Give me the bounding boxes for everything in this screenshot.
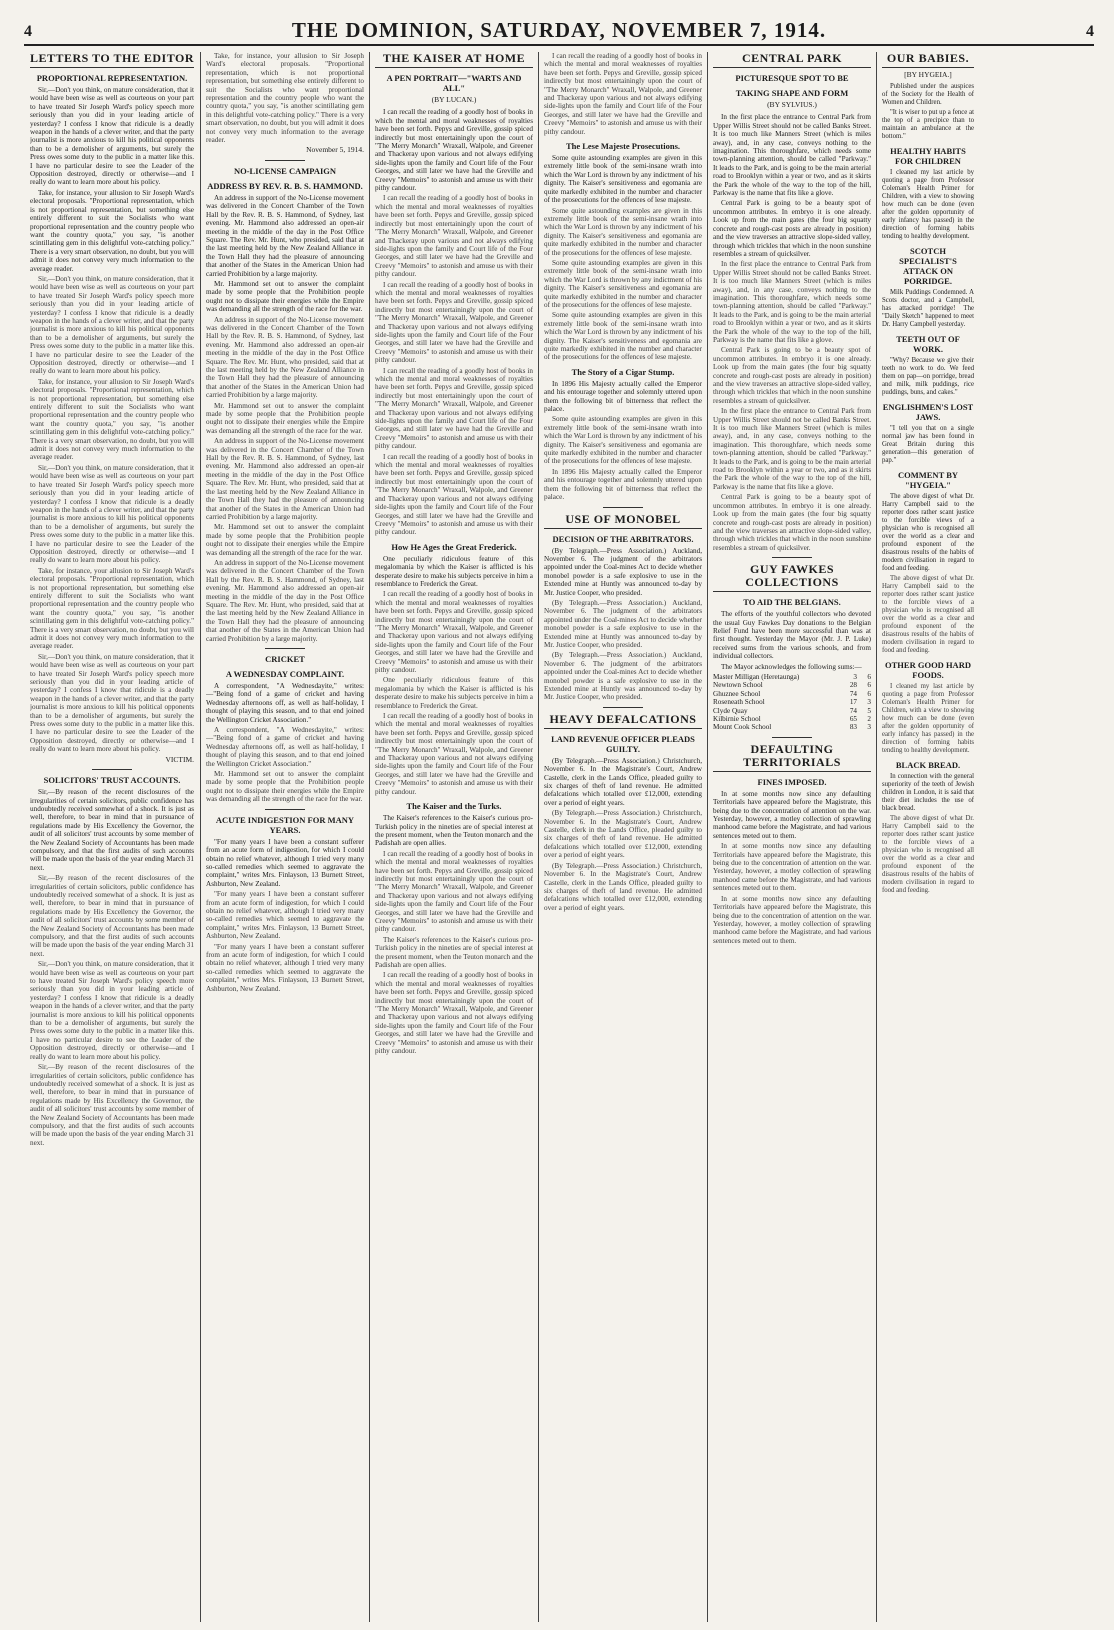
article-paragraph: Take, for instance, your allusion to Sir Joseph Ward's electoral proposals. "Proportional representation, which is not proportional representation, but something else entirely different to suit the Socialists who want proportional representation and the country people who want the country quota," you say, "is another scintillating gem in this delightful vote-catching policy." There is a very smart observation, no doubt, but you will admit it does not convey very much information to the average reader.	[30, 377, 194, 462]
article-paragraph: Sir,—Don't you think, on mature consideration, that it would have been wise as well as courteous on your part to have treated Sir Joseph Ward's policy speech more seriously than you did in your leading article of yesterday? I confess I know that ridicule is a deadly weapon in the hands of a clever writer, and that the party journalist is more anxious to kill his political opponents than to be a demolisher of arguments, but surely the Press owes some duty to the public in a matter like this. I have no particular desire to see the Leader of the Opposition destroyed, directly or otherwise—and I really do want to learn more about his policy.	[30, 960, 194, 1061]
article-paragraph: (By Telegraph.—Press Association.) Auckland, November 6. The judgment of the arbitrators appointed under the Coal-mines Act to decide whether monobel powder is a safe explosive to use in the Extended mine at Huntly was announced to-day by Mr. Justice Cooper, who presided.	[544, 598, 702, 649]
donation-row	[713, 690, 871, 698]
article-paragraph: One peculiarly ridiculous feature of this megalomania by which the Kaiser is afflicted is his desperate desire to make his subjects perceive in him a resemblance to Frederick the Great.	[375, 554, 533, 588]
amount-shillings: 65	[849, 715, 857, 723]
article-paragraph: In 1896 His Majesty actually called the Emperor and his entourage together and solemnly uttered upon them the following bit of bitterness that reflect the palace.	[544, 379, 702, 414]
article-paragraph: Take, for instance, your allusion to Sir Joseph Ward's electoral proposals. "Proportional representation, which is not proportional representation, but something else entirely different to suit the Socialists who want proportional representation and the country people who want the country quota," you say, "is another scintillating gem in this delightful vote-catching policy." There is a very smart observation, no doubt, but you will admit it does not convey very much information to the average reader.	[30, 566, 194, 651]
column-divider	[369, 52, 370, 1622]
column-kaiser	[375, 52, 533, 1622]
article-paragraph: I can recall the reading of a goodly host of books in which the mental and moral weaknesses of royalties have been set forth. Pepys and Greville, gossip spiced indirectly but most entertainingly upon the court of "The Merry Monarch" Wraxall, Walpole, and Greener and Thackeray upon various and not always edifying side-lights upon the family and Court life of the Four Georges, and still later we have had the Greville and Creevy "Memoirs" to astonish and amuse us with their pithy candour.	[375, 452, 533, 537]
article-heading: NO-LICENSE CAMPAIGN	[233, 165, 337, 176]
section-heading: CENTRAL PARK	[713, 52, 871, 68]
column-divider	[538, 52, 539, 1622]
article-paragraph: Milk Puddings Condemned. A Scots doctor, and a Campbell, has attacked porridge! The "Daily Sketch" happened to meet Dr. Harry Campbell yesterday.	[882, 289, 974, 328]
donation-row	[713, 673, 871, 681]
article-paragraph: I can recall the reading of a goodly host of books in which the mental and moral weaknesses of royalties have been set forth. Pepys and Greville, gossip spiced indirectly but most entertainingly upon the court of "The Merry Monarch" Wraxall, Walpole, and Greener and Thackeray upon various and not always edifying side-lights upon the family and Court life of the Four Georges, and still later we have had the Greville and Creevy "Memoirs" to astonish and amuse us with their pithy candour.	[375, 590, 533, 674]
article-paragraph: I can recall the reading of a goodly host of books in which the mental and moral weaknesses of royalties have been set forth. Pepys and Greville, gossip spiced indirectly but most entertainingly upon the court of "The Merry Monarch" Wraxall, Walpole, and Greener and Thackeray upon various and not always edifying side-lights upon the family and Court life of the Four Georges, and still later we have had the Greville and Creevy "Memoirs" to astonish and amuse us with their pithy candour.	[375, 849, 533, 934]
article-subheading: The Lese Majeste Prosecutions.	[565, 141, 681, 152]
article-paragraph: Published under the auspices of the Society for the Health of Women and Children.	[882, 83, 974, 106]
divider	[603, 507, 643, 508]
article-paragraph: Sir,—Don't you think, on mature consideration, that it would have been wise as well as courteous on your part to have treated Sir Joseph Ward's policy speech more seriously than you did in your leading article of yesterday? I confess I know that ridicule is a deadly weapon in the hands of a clever writer, and that the party journalist is more anxious to kill his political opponents than to be a demolisher of arguments, but surely the Press owes some duty to the public in a matter like this. I have no particular desire to see the Leader of the Opposition destroyed, directly or otherwise—and I really do want to learn more about his policy.	[30, 463, 194, 565]
article-subheading: OTHER GOOD HARD FOODS.	[885, 660, 971, 680]
article-paragraph: Central Park is going to be a beauty spot of uncommon attributes. In embryo it is one already. Look up from the main gates (the four big squatty concrete and rough-cast posts are already in position) and the view traverses an attractive slope-sided valley, through which trickles that which in the noon sunshine resembles a stream of quicksilver.	[713, 346, 871, 405]
divider	[772, 557, 812, 558]
article-paragraph: Take, for instance, your allusion to Sir Joseph Ward's electoral proposals. "Proportional representation, which is not proportional representation, but something else entirely different to suit the Socialists who want proportional representation and the country people who want the country quota," you say, "is another scintillating gem in this delightful vote-catching policy." There is a very smart observation, no doubt, but you will admit it does not convey very much information to the average reader.	[206, 52, 364, 145]
amount-shillings: 74	[849, 706, 857, 715]
amount-shillings: 3	[853, 672, 857, 681]
article-paragraph: "Why? Because we give their teeth no work to do. We feed them on pap—on porridge, bread and milk, milk puddings, rice puddings, buns, and cakes."	[882, 357, 974, 396]
amount-shillings: 17	[849, 698, 857, 707]
amount-pence: 2	[867, 715, 871, 723]
letter-signature: VICTIM.	[165, 754, 194, 764]
divider	[265, 160, 305, 161]
article-subheading: HEALTHY HABITS FOR CHILDREN	[890, 146, 966, 166]
article-paragraph: In 1896 His Majesty actually called the Emperor and his entourage together and solemnly uttered upon them the following bit of bitterness that reflect the palace.	[544, 467, 702, 502]
article-paragraph: "For many years I have been a constant sufferer from an acute form of indigestion, for which I could obtain no relief whatever, although I tried very many so-called remedies which seemed to aggravate the complaint," writes Mrs. Finlayson, 13 Burnett Street, Ashburton, New Zealand.	[206, 837, 364, 888]
article-paragraph: A correspondent, "A Wednesdayite," writes:—"Being fond of a game of cricket and having Wednesday afternoons off, as well as half-holiday, I thought of playing this season, and to that end joined the Wellington Cricket Association."	[206, 726, 364, 768]
column-divider	[707, 52, 708, 1622]
article-paragraph: Sir,—By reason of the recent disclosures of the irregularities of certain solicitors, public confidence has undoubtedly received somewhat of a shock. It is just as well, therefore, to bear in mind that in pursuance of regulations made by His Excellency the Governor, the audit of all solicitors' trust accounts by some member of the New Zealand Society of Accountants has been made compulsory, and that the first audits of such accounts will be made upon the basis of the year ending March 31 next.	[30, 874, 194, 958]
article-paragraph: Mr. Hammond set out to answer the complaint made by some people that the Prohibition people ought not to dissipate their energies while the Empire was demanding all the strength of the race for the war.	[206, 770, 364, 804]
article-subheading: PROPORTIONAL REPRESENTATION.	[36, 73, 188, 83]
article-subheading: ENGLISHMEN'S LOST JAWS.	[882, 402, 974, 422]
article-paragraph: In at some months now since any defaulting Territorials have appeared before the Magistrate, this being due to the concentration of attention on the war. Yesterday, however, a motley collection of sprawling manhood came before the Magistrate, and had various sentences meted out to them.	[713, 894, 871, 945]
article-paragraph: "For many years I have been a constant sufferer from an acute form of indigestion, for which I could obtain no relief whatever, although I tried very many so-called remedies which seemed to aggravate the complaint," writes Mrs. Finlayson, 13 Burnett Street, Ashburton, New Zealand.	[206, 942, 364, 993]
amount-shillings: 28	[849, 681, 857, 690]
section-heading: DEFAULTING TERRITORIALS	[713, 743, 871, 772]
divider	[92, 769, 132, 770]
article-paragraph: Mr. Hammond set out to answer the complaint made by some people that the Prohibition people ought not to dissipate their energies while the Empire was demanding all the strength of the race for the war.	[206, 523, 364, 557]
article-paragraph: The Kaiser's references to the Kaiser's curious pro-Turkish policy in the nineties are of special interest at the present moment, when the Teuton monarch and the Padishah are open allies.	[375, 814, 533, 848]
byline: [BY HYGEIA.]	[904, 70, 952, 79]
donation-row	[713, 715, 871, 723]
article-paragraph: "For many years I have been a constant sufferer from an acute form of indigestion, for which I could obtain no relief whatever, although I tried very many so-called remedies which seemed to aggravate the complaint," writes Mrs. Finlayson, 13 Burnett Street, Ashburton, New Zealand.	[206, 890, 364, 941]
article-subheading: ADDRESS BY REV. R. B. S. HAMMOND.	[207, 180, 363, 191]
article-paragraph: (By Telegraph.—Press Association.) Auckland, November 6. The judgment of the arbitrators appointed under the Coal-mines Act to decide whether monobel powder is a safe explosive to use in the Extended mine at Huntly was announced to-day by Mr. Justice Cooper, who presided.	[544, 651, 702, 702]
article-paragraph: An address in support of the No-License movement was delivered in the Concert Chamber of the Town Hall by the Rev. R. B. S. Hammond, of Sydney, last evening. Mr. Hammond also addressed an open-air meeting in the middle of the day in the Post Office Square. The Rev. Mr. Hunt, who presided, said that at the last meeting held by the New Zealand Alliance in the Town Hall they had the pleasure of announcing that another of the States in the American Union had carried Prohibition by a large majority.	[206, 315, 364, 400]
section-heading: GUY FAWKES COLLECTIONS	[713, 563, 871, 592]
column-letters	[30, 52, 194, 1622]
article-paragraph: In the first place the entrance to Central Park from Upper Willis Street should not be called Banks Street. It is too much like Manners Street (which is miles away), and, in any case, conveys nothing to the imagination. This thoroughfare, which needs some town-planning attention, should be called "Parkway." It leads to the Park, and is going to be the main arterial road to Brooklyn within a year or two, and as it skirts the Park the whole of the way to the top of the hill, Parkway is the name that fits like a glove.	[713, 113, 871, 198]
article-paragraph: Mr. Hammond set out to answer the complaint made by some people that the Prohibition people ought not to dissipate their energies while the Empire was demanding all the strength of the race for the war.	[206, 279, 364, 314]
article-paragraph: One peculiarly ridiculous feature of this megalomania by which the Kaiser is afflicted is his desperate desire to make his subjects perceive in him a resemblance to Frederick the Great.	[375, 676, 533, 710]
donation-row	[713, 723, 871, 731]
article-subheading: DECISION OF THE ARBITRATORS.	[552, 533, 694, 544]
column-news	[206, 52, 364, 1622]
article-paragraph: Some quite astounding examples are given in this extremely little book of the semi-insane wrath into which the War Lord is thrown by any indictment of his dignity. The Kaiser's sensitiveness and egomania are quite markedly exhibited in the number and character of the prosecutions for the offences of lese majeste.	[544, 154, 702, 205]
article-paragraph: (By Telegraph.—Press Association.) Auckland, November 6. The judgment of the arbitrators appointed under the Coal-mines Act to decide whether monobel powder is a safe explosive to use in the Extended mine at Huntly was announced to-day by Mr. Justice Cooper, who presided.	[544, 546, 702, 597]
article-paragraph: An address in support of the No-License movement was delivered in the Concert Chamber of the Town Hall by the Rev. R. B. S. Hammond, of Sydney, last evening. Mr. Hammond also addressed an open-air meeting in the middle of the day in the Post Office Square. The Rev. Mr. Hunt, who presided, said that at the last meeting held by the New Zealand Alliance in the Town Hall they had the pleasure of announcing that another of the States in the American Union had carried Prohibition by a large majority.	[206, 437, 364, 521]
article-subheading: SOLICITORS' TRUST ACCOUNTS.	[43, 775, 181, 786]
section-heading: HEAVY DEFALCATIONS	[544, 713, 702, 729]
column-divider	[876, 52, 877, 1622]
article-paragraph: (By Telegraph.—Press Association.) Christchurch, November 6. In the Magistrate's Court, Andrew Castelle, clerk in the Lands Office, pleaded guilty to six charges of theft of land revenue. He admitted defalcations which totalled over £12,000, extending over a period of eight years.	[544, 756, 702, 807]
article-subheading: BLACK BREAD.	[895, 760, 961, 770]
article-paragraph: The above digest of what Dr. Harry Campbell said to the reporter does rather scant justice to the forcible views of a physician who is recognised all over the world as a clear and profound exponent of the disastrous results of the habits of modern civilisation in regard to food and feeding.	[882, 575, 974, 654]
article-subheading: The Kaiser and the Turks.	[406, 801, 502, 812]
article-paragraph: I can recall the reading of a goodly host of books in which the mental and moral weaknesses of royalties have been set forth. Pepys and Greville, gossip spiced indirectly but most entertainingly upon the court of "The Merry Monarch" Wraxall, Walpole, and Greener and Thackeray upon various and not always edifying side-lights upon the family and Court life of the Four Georges, and still later we have had the Greville and Creevy "Memoirs" to astonish and amuse us with their pithy candour.	[375, 108, 533, 193]
section-heading: THE KAISER AT HOME	[375, 52, 533, 68]
divider	[603, 707, 643, 708]
article-heading: ACUTE INDIGESTION FOR MANY YEARS.	[215, 814, 355, 835]
donor-name: Mount Cook School	[713, 723, 772, 732]
amount-shillings: 74	[849, 689, 857, 698]
article-subheading: TAKING SHAPE AND FORM	[735, 88, 849, 98]
article-paragraph: Sir,—Don't you think, on mature consideration, that it would have been wise as well as courteous on your part to have treated Sir Joseph Ward's policy speech more seriously than you did in your leading article of yesterday? I confess I know that ridicule is a deadly weapon in the hands of a clever writer, and that the party journalist is more anxious to kill his political opponents than to be a demolisher of arguments, but surely the Press owes some duty to the public in a matter like this. I have no particular desire to see the Leader of the Opposition destroyed, directly or otherwise—and I really do want to learn more about his policy.	[30, 652, 194, 754]
article-paragraph: In at some months now since any defaulting Territorials have appeared before the Magistrate, this being due to the concentration of attention on the war. Yesterday, however, a motley collection of sprawling manhood came before the Magistrate, and had various sentences meted out to them.	[713, 789, 871, 840]
donation-row	[713, 681, 871, 689]
article-paragraph: The efforts of the youthful collectors who devoted the usual Guy Fawkes Day donations to the Belgian Relief Fund have been more successful than was at first thought. Yesterday the Mayor (Mr. J. P. Luke) received sums from the various schools, and from individual collectors.	[713, 610, 871, 661]
page-number-left: 4	[24, 23, 32, 40]
donation-row	[713, 707, 871, 715]
page-number-right: 4	[1086, 23, 1094, 40]
article-subheading: A WEDNESDAY COMPLAINT.	[225, 669, 345, 679]
article-subheading: COMMENT BY "HYGEIA."	[897, 470, 959, 490]
donor-name: Kilbirnie School	[713, 715, 761, 723]
donor-name: Roseneath School	[713, 698, 765, 707]
donations-table	[713, 673, 871, 732]
masthead	[24, 18, 1094, 46]
article-paragraph: In the first place the entrance to Central Park from Upper Willis Street should not be called Banks Street. It is too much like Manners Street (which is miles away), and, in any case, conveys nothing to the imagination. This thoroughfare, which needs some town-planning attention, should be called "Parkway." It leads to the Park, and is going to be the main arterial road to Brooklyn within a year or two, and as it skirts the Park the whole of the way to the top of the hill, Parkway is the name that fits like a glove.	[713, 260, 871, 344]
article-paragraph: Sir,—Don't you think, on mature consideration, that it would have been wise as well as courteous on your part to have treated Sir Joseph Ward's policy speech more seriously than you did in your leading article of yesterday? I confess I know that ridicule is a deadly weapon in the hands of a clever writer, and that the party journalist is more anxious to kill his political opponents than to be a demolisher of arguments, but surely the Press owes some duty to the public in a matter like this. I have no particular desire to see the Leader of the Opposition destroyed, directly or otherwise—and I really do want to learn more about his policy.	[30, 86, 194, 187]
article-paragraph: Take, for instance, your allusion to Sir Joseph Ward's electoral proposals. "Proportional representation, which is not proportional representation, but something else entirely different to suit the Socialists who want proportional representation and the country people who want the country quota," you say, "is another scintillating gem in this delightful vote-catching policy." There is a very smart observation, no doubt, but you will admit it does not convey very much information to the average reader.	[30, 188, 194, 273]
article-subheading: FINES IMPOSED.	[757, 776, 827, 787]
column-central-park	[713, 52, 871, 1622]
amount-pence: 6	[867, 681, 871, 690]
article-paragraph: Central Park is going to be a beauty spot of uncommon attributes. In embryo it is one already. Look up from the main gates (the four big squatty concrete and rough-cast posts are already in position) and the view traverses an attractive slope-sided valley, through which trickles that which in the noon sunshine resembles a stream of quicksilver.	[713, 199, 871, 258]
article-paragraph: I cleaned my last article by quoting a page from Professor Coleman's Health Primer for Children, with a view to showing how much can be done (even after the golden opportunity of early infancy has passed) in the direction of forming habits tending to healthy development.	[882, 169, 974, 240]
amount-pence: 3	[867, 723, 871, 732]
article-paragraph: Sir,—By reason of the recent disclosures of the irregularities of certain solicitors, public confidence has undoubtedly received somewhat of a shock. It is just as well, therefore, to bear in mind that in pursuance of regulations made by His Excellency the Governor, the audit of all solicitors' trust accounts by some member of the New Zealand Society of Accountants has been made compulsory, and that the first audits of such accounts will be made upon the basis of the year ending March 31 next.	[30, 1063, 194, 1147]
donor-name: Newtown School	[713, 681, 763, 690]
donor-name: Ghuznee School	[713, 689, 761, 698]
article-paragraph: Some quite astounding examples are given in this extremely little book of the semi-insane wrath into which the War Lord is thrown by any indictment of his dignity. The Kaiser's sensitiveness and egomania are quite markedly exhibited in the number and character of the prosecutions for the offences of lese majeste.	[544, 258, 702, 309]
article-paragraph: In at some months now since any defaulting Territorials have appeared before the Magistrate, this being due to the concentration of attention on the war. Yesterday, however, a motley collection of sprawling manhood came before the Magistrate, and had various sentences meted out to them.	[713, 842, 871, 893]
article-paragraph: (By Telegraph.—Press Association.) Christchurch, November 6. In the Magistrate's Court, Andrew Castelle, clerk in the Lands Office, pleaded guilty to six charges of theft of land revenue. He admitted defalcations which totalled over £12,000, extending over a period of eight years.	[544, 861, 702, 912]
article-paragraph: "It is wiser to put up a fence at the top of a precipice than to maintain an ambulance at the bottom."	[882, 109, 974, 140]
donation-row	[713, 698, 871, 706]
section-heading: LETTERS TO THE EDITOR	[30, 52, 194, 68]
amount-shillings: 83	[849, 723, 857, 732]
article-paragraph: Sir,—Don't you think, on mature consideration, that it would have been wise as well as courteous on your part to have treated Sir Joseph Ward's policy speech more seriously than you did in your leading article of yesterday? I confess I know that ridicule is a deadly weapon in the hands of a clever writer, and that the party journalist is more anxious to kill his political opponents than to be a demolisher of arguments, but surely the Press owes some duty to the public in a matter like this. I have no particular desire to see the Leader of the Opposition destroyed, directly or otherwise—and I really do want to learn more about his policy.	[30, 274, 194, 376]
article-paragraph: The Kaiser's references to the Kaiser's curious pro-Turkish policy in the nineties are of special interest at the present moment, when the Teuton monarch and the Padishah are open allies.	[375, 935, 533, 969]
article-subheading: A PEN PORTRAIT—"WARTS AND ALL"	[386, 73, 522, 93]
section-heading: USE OF MONOBEL	[544, 513, 702, 529]
article-paragraph: The Mayor acknowledges the following sums:—	[721, 662, 862, 671]
article-paragraph: I can recall the reading of a goodly host of books in which the mental and moral weaknesses of royalties have been set forth. Pepys and Greville, gossip spiced indirectly but most entertainingly upon the court of "The Merry Monarch" Wraxall, Walpole, and Greener and Thackeray upon various and not always edifying side-lights upon the family and Court life of the Four Georges, and still later we have had the Greville and Creevy "Memoirs" to astonish and amuse us with their pithy candour.	[375, 712, 533, 796]
column-divider	[200, 52, 201, 1622]
donor-name: Clyde Quay	[713, 706, 748, 715]
article-paragraph: In connection with the general superiority of the teeth of Jewish children in London, it is said that their diet includes the use of black bread.	[882, 773, 974, 812]
article-paragraph: I cleaned my last article by quoting a page from Professor Coleman's Health Primer for Children, with a view to showing how much can be done (even after the golden opportunity of early infancy has passed) in the direction of forming habits tending to healthy development.	[882, 683, 974, 754]
article-paragraph: The above digest of what Dr. Harry Campbell said to the reporter does rather scant justice to the forcible views of a physician who is recognised all over the world as a clear and profound exponent of the disastrous results of the habits of modern civilisation in regard to food and feeding.	[882, 815, 974, 894]
amount-pence: 5	[867, 706, 871, 715]
donor-name: Master Milligan (Heretaunga)	[713, 672, 800, 681]
column-kaiser-cont	[544, 52, 702, 1622]
article-heading: CRICKET	[265, 654, 305, 664]
column-babies	[882, 52, 974, 1622]
date-line: November 5, 1914.	[306, 145, 364, 155]
article-paragraph: Mr. Hammond set out to answer the complaint made by some people that the Prohibition people ought not to dissipate their energies while the Empire was demanding all the strength of the race for the war.	[206, 401, 364, 435]
divider	[265, 809, 305, 810]
article-subheading: PICTURESQUE SPOT TO BE	[735, 73, 849, 83]
article-paragraph: I can recall the reading of a goodly host of books in which the mental and moral weaknesses of royalties have been set forth. Pepys and Greville, gossip spiced indirectly but most entertainingly upon the court of "The Merry Monarch" Wraxall, Walpole, and Greener and Thackeray upon various and not always edifying side-lights upon the family and Court life of the Four Georges, and still later we have had the Greville and Creevy "Memoirs" to astonish and amuse us with their pithy candour.	[375, 971, 533, 1056]
article-paragraph: The above digest of what Dr. Harry Campbell said to the reporter does rather scant justice to the forcible views of a physician who is recognised all over the world as a clear and profound exponent of the disastrous results of the habits of modern civilisation in regard to food and feeding.	[882, 493, 974, 572]
section-heading: OUR BABIES.	[882, 52, 974, 68]
article-paragraph: (By Telegraph.—Press Association.) Christchurch, November 6. In the Magistrate's Court, Andrew Castelle, clerk in the Lands Office, pleaded guilty to six charges of theft of land revenue. He admitted defalcations which totalled over £12,000, extending over a period of eight years.	[544, 809, 702, 860]
article-paragraph: An address in support of the No-License movement was delivered in the Concert Chamber of the Town Hall by the Rev. R. B. S. Hammond, of Sydney, last evening. Mr. Hammond also addressed an open-air meeting in the middle of the day in the Post Office Square. The Rev. Mr. Hunt, who presided, said that at the last meeting held by the New Zealand Alliance in the Town Hall they had the pleasure of announcing that another of the States in the American Union had carried Prohibition by a large majority.	[206, 558, 364, 643]
article-paragraph: Some quite astounding examples are given in this extremely little book of the semi-insane wrath into which the War Lord is thrown by any indictment of his dignity. The Kaiser's sensitiveness and egomania are quite markedly exhibited in the number and character of the prosecutions for the offences of lese majeste.	[544, 415, 702, 466]
article-paragraph: An address in support of the No-License movement was delivered in the Concert Chamber of the Town Hall by the Rev. R. B. S. Hammond, of Sydney, last evening. Mr. Hammond also addressed an open-air meeting in the middle of the day in the Post Office Square. The Rev. Mr. Hunt, who presided, said that at the last meeting held by the New Zealand Alliance in the Town Hall they had the pleasure of announcing that another of the States in the American Union had carried Prohibition by a large majority.	[206, 193, 364, 278]
amount-pence: 6	[867, 689, 871, 698]
article-paragraph: Some quite astounding examples are given in this extremely little book of the semi-insane wrath into which the War Lord is thrown by any indictment of his dignity. The Kaiser's sensitiveness and egomania are quite markedly exhibited in the number and character of the prosecutions for the offences of lese majeste.	[544, 311, 702, 362]
article-paragraph: Sir,—By reason of the recent disclosures of the irregularities of certain solicitors, public confidence has undoubtedly received somewhat of a shock. It is just as well, therefore, to bear in mind that in pursuance of regulations made by His Excellency the Governor, the audit of all solicitors' trust accounts by some member of the New Zealand Society of Accountants has been made compulsory, and that the first audits of such accounts will be made upon the basis of the year ending March 31 next.	[30, 788, 194, 872]
article-paragraph: Some quite astounding examples are given in this extremely little book of the semi-insane wrath into which the War Lord is thrown by any indictment of his dignity. The Kaiser's sensitiveness and egomania are quite markedly exhibited in the number and character of the prosecutions for the offences of lese majeste.	[544, 206, 702, 257]
article-paragraph: I can recall the reading of a goodly host of books in which the mental and moral weaknesses of royalties have been set forth. Pepys and Greville, gossip spiced indirectly but most entertainingly upon the court of "The Merry Monarch" Wraxall, Walpole, and Greener and Thackeray upon various and not always edifying side-lights upon the family and Court life of the Four Georges, and still later we have had the Greville and Creevy "Memoirs" to astonish and amuse us with their pithy candour.	[375, 194, 533, 279]
article-paragraph: I can recall the reading of a goodly host of books in which the mental and moral weaknesses of royalties have been set forth. Pepys and Greville, gossip spiced indirectly but most entertainingly upon the court of "The Merry Monarch" Wraxall, Walpole, and Greener and Thackeray upon various and not always edifying side-lights upon the family and Court life of the Four Georges, and still later we have had the Greville and Creevy "Memoirs" to astonish and amuse us with their pithy candour.	[375, 280, 533, 365]
article-subheading: TEETH OUT OF WORK.	[896, 334, 960, 354]
amount-pence: 3	[867, 698, 871, 707]
article-subheading: SCOTCH SPECIALIST'S ATTACK ON PORRIDGE.	[899, 246, 957, 286]
article-subheading: The Story of a Cigar Stump.	[571, 366, 675, 377]
article-paragraph: Central Park is going to be a beauty spot of uncommon attributes. In embryo it is one already. Look up from the main gates (the four big squatty concrete and rough-cast posts are already in position) and the view traverses an attractive slope-sided valley, through which trickles that which in the noon sunshine resembles a stream of quicksilver.	[713, 493, 871, 552]
article-paragraph: In the first place the entrance to Central Park from Upper Willis Street should not be called Banks Street. It is too much like Manners Street (which is miles away), and, in any case, conveys nothing to the imagination. This thoroughfare, which needs some town-planning attention, should be called "Parkway." It leads to the Park, and is going to be the main arterial road to Brooklyn within a year or two, and as it skirts the Park the whole of the way to the top of the hill, Parkway is the name that fits like a glove.	[713, 407, 871, 491]
byline: (BY LUCAN.)	[431, 95, 477, 104]
article-paragraph: A correspondent, "A Wednesdayite," writes:—"Being fond of a game of cricket and having Wednesday afternoons off, as well as half-holiday, I thought of playing this season, and to that end joined the Wellington Cricket Association."	[206, 682, 364, 724]
article-paragraph: I can recall the reading of a goodly host of books in which the mental and moral weaknesses of royalties have been set forth. Pepys and Greville, gossip spiced indirectly but most entertainingly upon the court of "The Merry Monarch" Wraxall, Walpole, and Greener and Thackeray upon various and not always edifying side-lights upon the family and Court life of the Four Georges, and still later we have had the Greville and Creevy "Memoirs" to astonish and amuse us with their pithy candour.	[544, 52, 702, 136]
amount-pence: 6	[867, 672, 871, 681]
byline: (BY SYLVIUS.)	[767, 100, 817, 109]
article-subheading: TO AID THE BELGIANS.	[743, 597, 841, 608]
article-paragraph: I can recall the reading of a goodly host of books in which the mental and moral weaknesses of royalties have been set forth. Pepys and Greville, gossip spiced indirectly but most entertainingly upon the court of "The Merry Monarch" Wraxall, Walpole, and Greener and Thackeray upon various and not always edifying side-lights upon the family and Court life of the Four Georges, and still later we have had the Greville and Creevy "Memoirs" to astonish and amuse us with their pithy candour.	[375, 366, 533, 451]
divider	[772, 737, 812, 738]
article-subheading: How He Ages the Great Frederick.	[391, 541, 517, 552]
divider	[265, 648, 305, 649]
article-subheading: LAND REVENUE OFFICER PLEADS GUILTY.	[551, 733, 695, 754]
article-paragraph: "I tell you that on a single normal jaw has been found in Great Britain during this generation—this generation of pap."	[882, 425, 974, 464]
newspaper-title: THE DOMINION, SATURDAY, NOVEMBER 7, 1914.	[291, 18, 827, 42]
